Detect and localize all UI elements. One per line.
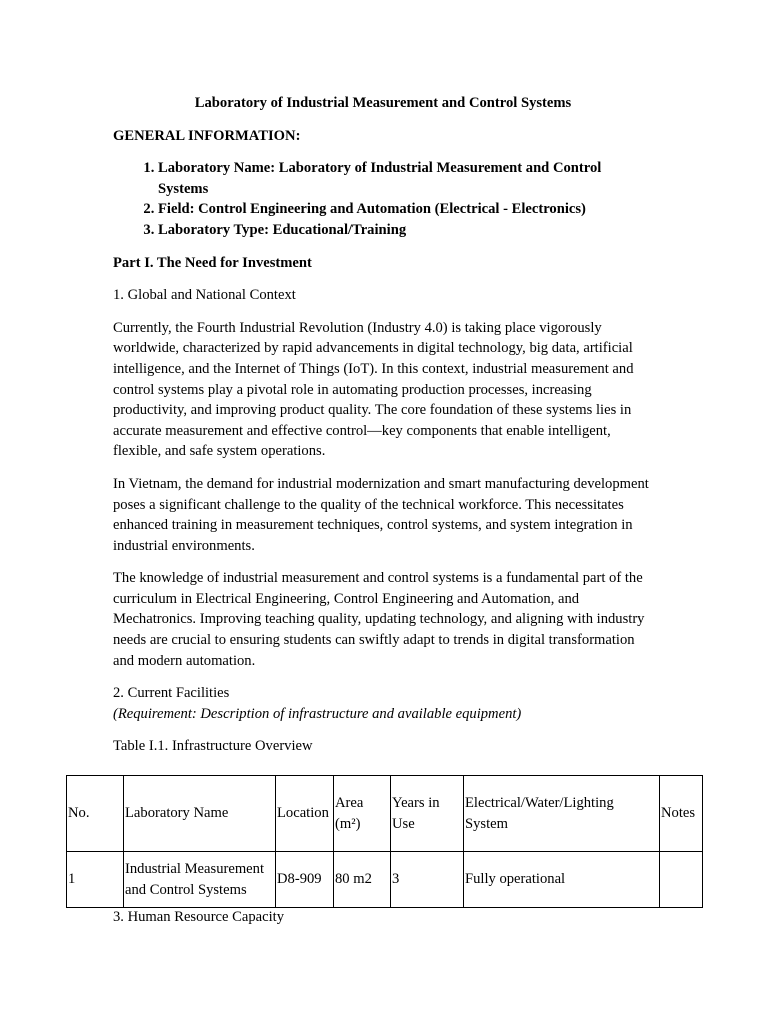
infrastructure-table <box>66 775 703 908</box>
header-location: Location <box>276 776 334 852</box>
header-lab-name: Laboratory Name <box>124 776 276 852</box>
header-area: Area (m²) <box>334 776 391 852</box>
header-systems: Electrical/Water/Lighting System <box>464 776 660 852</box>
cell-lab-name: Industrial Measurement and Control Systems <box>124 852 276 908</box>
cell-no: 1 <box>67 852 124 908</box>
document-title: Laboratory of Industrial Measurement and Control Systems <box>194 95 572 111</box>
subsection2-heading: 2. Current Facilities <box>113 685 230 702</box>
part1-heading: Part I. The Need for Investment <box>113 254 312 271</box>
subsection2-note <box>113 704 653 725</box>
general-info-heading: GENERAL INFORMATION: <box>113 127 301 144</box>
cell-years: 3 <box>391 852 464 908</box>
header-notes: Notes <box>660 776 703 852</box>
table-header-row <box>67 776 703 852</box>
cell-location: D8-909 <box>276 852 334 908</box>
general-info-list <box>113 158 653 240</box>
cell-area: 80 m2 <box>334 852 391 908</box>
document-page <box>113 93 653 769</box>
paragraph-curriculum: The knowledge of industrial measurement and control systems is a fundamental part of the curriculum in Electrical Engineering, Control Engineering and Automation, and Mechatronics. Improving teaching quality, updating technology, and aligning with industry needs are crucial to ensuring students can swiftly adapt to trends in digital transformation and modern automation. <box>113 570 645 669</box>
general-info-item-field: 2. Field: Control Engineering and Automation (Electrical - Electronics) <box>158 199 653 220</box>
paragraph-industry-context: Currently, the Fourth Industrial Revolution (Industry 4.0) is taking place vigorously worldwide, characterized by rapid advancements in digital technology, big data, artificial intelligence, and the Internet of Things (IoT). In this context, industrial measurement and control systems play a pivotal role in automating production processes, increasing productivity, and improving product quality. The core foundation of these systems lies in accurate measurement and effective control—key components that enable intelligent, flexible, and safe system operations. <box>113 319 634 460</box>
subsection1-heading: 1. Global and National Context <box>113 287 296 304</box>
general-info-item-type: 3. Laboratory Type: Educational/Training <box>158 220 653 241</box>
cell-systems: Fully operational <box>464 852 660 908</box>
table-caption: Table I.1. Infrastructure Overview <box>113 738 313 755</box>
header-no: No. <box>67 776 124 852</box>
table-row <box>67 852 703 908</box>
subsection2-note-text: (Requirement: Description of infrastructure and available equipment) <box>113 705 522 722</box>
paragraph-vietnam-demand: In Vietnam, the demand for industrial modernization and smart manufacturing development poses a significant challenge to the quality of the technical workforce. This necessitates enhanced training in measurement techniques, control systems, and system integration in industrial environments. <box>113 475 649 554</box>
general-info-item-name: 1. Laboratory Name: Laboratory of Industrial Measurement and Control Systems <box>158 158 653 199</box>
cell-notes <box>660 852 703 908</box>
header-years: Years in Use <box>391 776 464 852</box>
subsection3-heading: 3. Human Resource Capacity <box>113 909 285 925</box>
